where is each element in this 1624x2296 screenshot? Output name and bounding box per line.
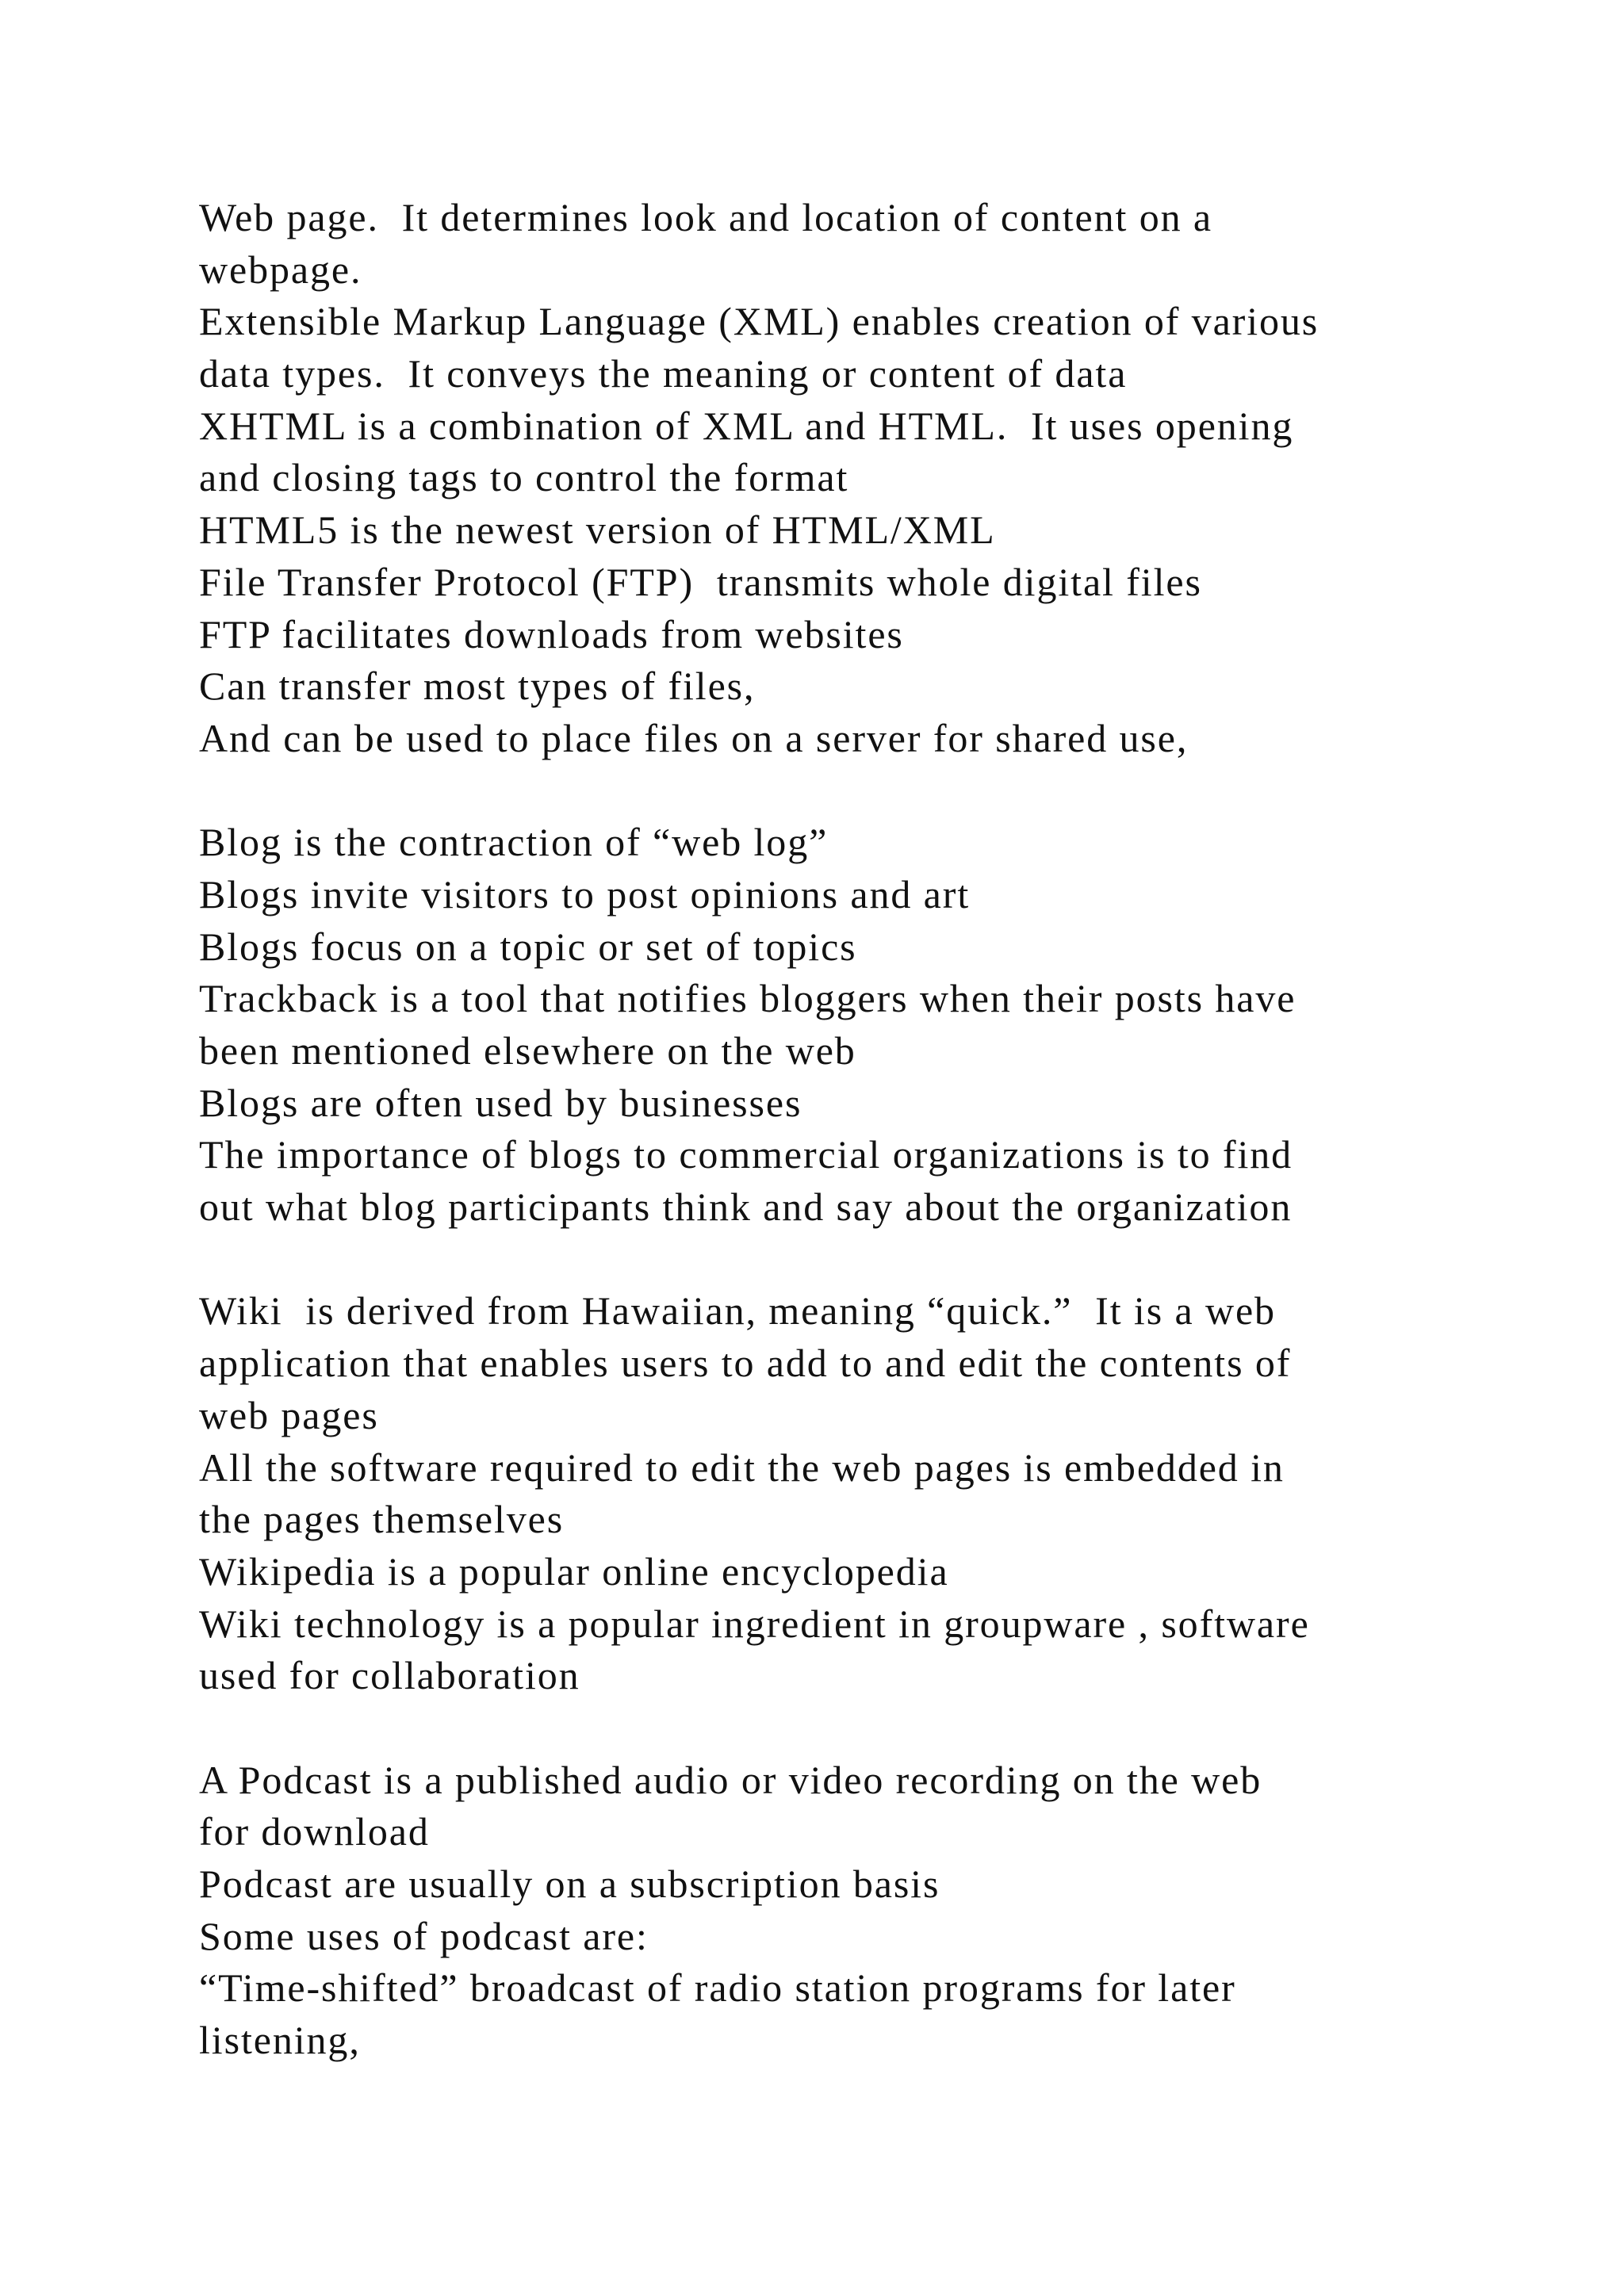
- text-line: All the software required to edit the web pages is embedded in: [199, 1445, 1285, 1490]
- text-line: Podcast are usually on a subscription basis: [199, 1862, 940, 1906]
- text-line: Wiki is derived from Hawaiian, meaning “quick.” It is a web: [199, 1288, 1276, 1334]
- text-line: File Transfer Protocol (FTP) transmits whole digital files: [199, 559, 1202, 604]
- text-line: Some uses of podcast are:: [199, 1913, 649, 1958]
- text-line: And can be used to place files on a server for shared use,: [199, 715, 1189, 760]
- text-line: Wiki technology is a popular ingredient in groupware , software: [199, 1601, 1310, 1646]
- text-line: Web page. It determines look and location of content on a: [199, 195, 1213, 239]
- text-line: been mentioned elsewhere on the web: [199, 1028, 856, 1073]
- text-line: Can transfer most types of files,: [199, 664, 756, 709]
- text-line: and closing tags to control the format: [199, 455, 849, 500]
- text-line: the pages themselves: [199, 1497, 565, 1542]
- text-line: Blogs are often used by businesses: [199, 1080, 802, 1125]
- text-line: Blog is the contraction of “web log”: [199, 820, 829, 865]
- text-line: used for collaboration: [199, 1653, 580, 1698]
- text-line: XHTML is a combination of XML and HTML. It uses opening: [199, 403, 1294, 448]
- text-line: FTP facilitates downloads from websites: [199, 611, 904, 656]
- text-line: HTML5 is the newest version of HTML/XML: [199, 507, 996, 553]
- text-line: Blogs invite visitors to post opinions and art: [199, 871, 971, 916]
- text-line: Extensible Markup Language (XML) enables creation of various: [199, 299, 1320, 344]
- blank-line: [199, 765, 1484, 817]
- text-line: A Podcast is a published audio or video recording on the web: [199, 1757, 1262, 1802]
- text-line: application that enables users to add to and edit the contents of: [199, 1341, 1292, 1386]
- text-line: Wikipedia is a popular online encyclopedia: [199, 1548, 949, 1594]
- text-line: Trackback is a tool that notifies bloggers when their posts have: [199, 976, 1297, 1021]
- text-line: Blogs focus on a topic or set of topics: [199, 924, 857, 969]
- text-line: web pages: [199, 1392, 379, 1437]
- text-line: “Time-shifted” broadcast of radio station programs for later: [199, 1965, 1236, 2011]
- text-line: listening,: [199, 2018, 361, 2063]
- text-line: data types. It conveys the meaning or content of data: [199, 351, 1128, 396]
- text-line: for download: [199, 1809, 430, 1854]
- blank-line: [199, 1702, 1484, 1755]
- text-line: out what blog participants think and say about the organization: [199, 1184, 1293, 1230]
- text-line: webpage.: [199, 247, 362, 292]
- document-body: [199, 192, 1484, 2067]
- text-line: The importance of blogs to commercial organizations is to find: [199, 1132, 1293, 1177]
- blank-line: [199, 1234, 1484, 1286]
